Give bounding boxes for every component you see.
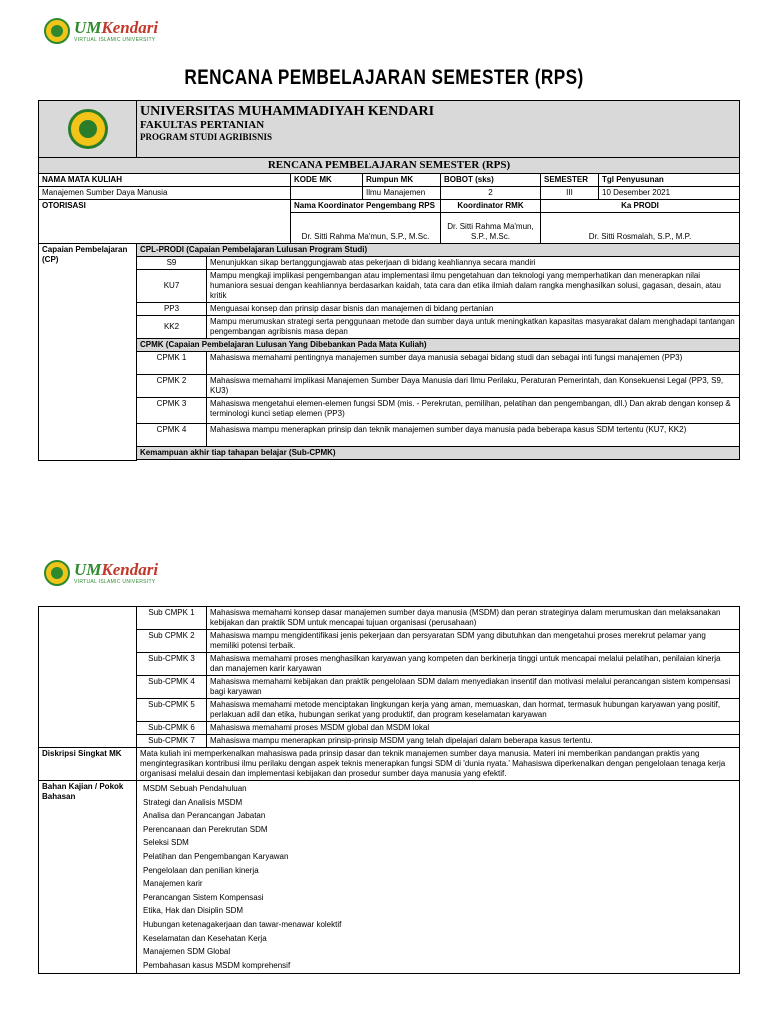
rumpun-mk-value: Ilmu Manajemen [363, 187, 441, 200]
bahan-kajian-item: Pembahasan kasus MSDM komprehensif [143, 960, 291, 970]
logo-brand: UMKendari [74, 18, 159, 37]
deskripsi-label: Diskripsi Singkat MK [39, 748, 137, 781]
koord-rmk-label: Koordinator RMK [441, 200, 541, 213]
bahan-kajian-item: Manajemen SDM Global [143, 947, 231, 957]
koord-rps-name: Dr. Sitti Rahma Ma'mun, S.P., M.Sc. [291, 213, 441, 244]
university-emblem-icon [44, 18, 70, 44]
nama-mk-header: NAMA MATA KULIAH [39, 174, 291, 187]
cpmk-code: CPMK 1 [137, 352, 207, 375]
bahan-kajian-item: Etika, Hak dan Disiplin SDM [143, 906, 244, 916]
subcpmk-text: Mahasiswa mampu mengidentifikasi jenis pekerjaan dan persyaratan SDM yang dibutuhkan dan mengetahui proses merekrut pelamar yang memiliki potensi terbaik. [207, 630, 740, 653]
otorisasi-label: OTORISASI [39, 200, 291, 244]
kode-mk-value [291, 187, 363, 200]
kaprodi-label: Ka PRODI [541, 200, 740, 213]
bahan-kajian-item: Strategi dan Analisis MSDM [143, 797, 243, 807]
bobot-header: BOBOT (sks) [441, 174, 541, 187]
logo-tagline: VIRTUAL ISLAMIC UNIVERSITY [74, 37, 156, 43]
kode-mk-header: KODE MK [291, 174, 363, 187]
bahan-kajian-list [137, 781, 740, 974]
subcpmk-code: Sub CMPK 1 [137, 607, 207, 630]
document-title: RENCANA PEMBELAJARAN SEMESTER (RPS) [184, 66, 584, 89]
seal-cell [39, 101, 137, 158]
faculty-name: FAKULTAS PERTANIAN [140, 119, 265, 131]
cpmk-text: Mahasiswa mampu menerapkan prinsip dan teknik manajemen sumber daya manusia pada beberapa kasus SDM tertentu (KU7, KK2) [207, 424, 740, 447]
subcpmk-code: Sub-CPMK 6 [137, 722, 207, 735]
bahan-kajian-item: MSDM Sebuah Pendahuluan [143, 784, 247, 793]
cpl-code: S9 [137, 257, 207, 270]
subcpmk-side-cell [39, 607, 137, 748]
cpl-text: Mampu mengkaji implikasi pengembangan atau implementasi ilmu pengetahuan dan teknologi yang memperhatikan dan menerapkan nilai humaniora sesuai dengan keahliannya berdasarkan kaidah, tata cara dan etika ilmiah dalam rangka menghasilkan solusi, gagasan, desain, atau kritik [207, 270, 740, 303]
bahan-kajian-item: Analisa dan Perancangan Jabatan [143, 811, 266, 821]
cpmk-header: CPMK (Capaian Pembelajaran Lulusan Yang Dibebankan Pada Mata Kuliah) [137, 339, 740, 352]
kaprodi-name: Dr. Sitti Rosmalah, S.P., M.P. [541, 213, 740, 244]
cpl-text: Menguasai konsep dan prinsip dasar bisnis dan manajemen di bidang pertanian [207, 303, 740, 316]
bobot-value: 2 [441, 187, 541, 200]
cpmk-text: Mahasiswa memahami implikasi Manajemen Sumber Daya Manusia dari Ilmu Perilaku, Peraturan Pemerintah, dan Konsekuensi Legal (PP3, S9, KU3) [207, 375, 740, 398]
cpl-text: Mampu merumuskan strategi serta penggunaan metode dan sumber daya untuk meningkatkan kapasitas masyarakat dalam menghadapi tantangan pengembangan agribisnis masa depan [207, 316, 740, 339]
logo-brand: UMKendari [74, 560, 159, 579]
semester-header: SEMESTER [541, 174, 599, 187]
bahan-kajian-item: Hubungan ketenagakerjaan dan tawar-menawar kolektif [143, 919, 342, 929]
semester-value: III [541, 187, 599, 200]
bahan-kajian-label: Bahan Kajian / Pokok Bahasan [39, 781, 137, 974]
rps-table-page1 [38, 100, 740, 461]
rps-table-page2 [38, 606, 740, 974]
subcpmk-code: Sub CPMK 2 [137, 630, 207, 653]
cp-label: Capaian Pembelajaran (CP) [39, 244, 137, 461]
bahan-kajian-item: Perencanaan dan Perekrutan SDM [143, 824, 268, 834]
subcpmk-text: Mahasiswa memahami konsep dasar manajemen sumber daya manusia (MSDM) dan peran strateginya dalam merumuskan dan melaksanakan kebijakan dan praktik SDM untuk mencapai tujuan organisasi (perusahaan) [207, 607, 740, 630]
bahan-kajian-item: Seleksi SDM [143, 838, 189, 848]
university-seal-icon [68, 109, 108, 149]
cpmk-code: CPMK 3 [137, 398, 207, 424]
cpmk-text: Mahasiswa memahami pentingnya manajemen sumber daya manusia sebagai bidang studi dan sebagai inti fungsi manajemen (PP3) [207, 352, 740, 375]
cpmk-code: CPMK 2 [137, 375, 207, 398]
subcpmk-code: Sub-CPMK 3 [137, 653, 207, 676]
bahan-kajian-item: Manajemen karir [143, 879, 203, 889]
subcpmk-text: Mahasiswa memahami metode menciptakan lingkungan kerja yang aman, memuaskan, dan hormat, termasuk hubungan karyawan yang positif, perlakuan adil dan etika, hubungan serikat yang produktif, dan program keselamatan karyawan [207, 699, 740, 722]
rumpun-mk-header: Rumpun MK [363, 174, 441, 187]
bahan-kajian-item: Keselamatan dan Kesehatan Kerja [143, 933, 267, 943]
bahan-kajian-item: Perancangan Sistem Kompensasi [143, 892, 264, 902]
rps-band: RENCANA PEMBELAJARAN SEMESTER (RPS) [39, 158, 740, 174]
tgl-value: 10 Desember 2021 [599, 187, 740, 200]
deskripsi-text: Mata kuliah ini memperkenalkan mahasiswa pada prinsip dasar dan teknik manajemen sumber daya manusia. Materi ini memberikan pandangan praktis yang mengintegrasikan kontribusi ilmu perilaku dengan aspek teknis menerapkan fungsi SDM di 'dunia nyata.' Mahasiswa diperkenalkan dengan pengelolaan tenaga kerja organisasi melalui desain dan implementasi kebijakan dan prosedur sumber daya manusia yang efektif. [137, 748, 740, 781]
subcpmk-text: Mahasiswa memahami proses menghasilkan karyawan yang kompeten dan berkinerja tinggi untuk mencapai melalui pelatihan, penilaian kinerja dan manajemen karir karyawan [207, 653, 740, 676]
program-name: PROGRAM STUDI AGRIBISNIS [140, 132, 273, 142]
subcpmk-code: Sub-CPMK 7 [137, 735, 207, 748]
koord-rmk-name: Dr. Sitti Rahma Ma'mun, S.P., M.Sc. [441, 213, 541, 244]
university-name: UNIVERSITAS MUHAMMADIYAH KENDARI [140, 104, 435, 119]
cpmk-code: CPMK 4 [137, 424, 207, 447]
subcpmk-header: Kemampuan akhir tiap tahapan belajar (Sub-CPMK) [137, 447, 740, 460]
cpl-code: PP3 [137, 303, 207, 316]
university-emblem-icon [44, 560, 70, 586]
subcpmk-text: Mahasiswa memahami proses MSDM global dan MSDM lokal [207, 722, 740, 735]
logo-page2 [44, 560, 158, 586]
koord-rps-label: Nama Koordinator Pengembang RPS [291, 200, 441, 213]
bahan-kajian-item: Pelatihan dan Pengembangan Karyawan [143, 851, 289, 861]
bahan-kajian-item: Pengelolaan dan penilian kinerja [143, 865, 259, 875]
institution-cell [137, 101, 740, 158]
nama-mk-value: Manajemen Sumber Daya Manusia [39, 187, 291, 200]
subcpmk-code: Sub-CPMK 4 [137, 676, 207, 699]
subcpmk-code: Sub-CPMK 5 [137, 699, 207, 722]
subcpmk-text: Mahasiswa memahami kebijakan dan praktik pengelolaan SDM dalam menyediakan insentif dan motivasi melalui perancangan sistem kompensasi bagi karyawan [207, 676, 740, 699]
tgl-header: Tgl Penyusunan [599, 174, 740, 187]
cpl-header: CPL-PRODI (Capaian Pembelajaran Lulusan Program Studi) [137, 244, 740, 257]
cpmk-text: Mahasiswa mengetahui elemen-elemen fungsi SDM (mis. - Perekrutan, pemilihan, pelatihan dan pengembangan, dll.) Dan akrab dengan konsep & terminologi kunci setiap elemen (PP3) [207, 398, 740, 424]
logo-page1 [44, 18, 158, 44]
cpl-code: KK2 [137, 316, 207, 339]
cpl-text: Menunjukkan sikap bertanggungjawab atas pekerjaan di bidang keahliannya secara mandiri [207, 257, 740, 270]
logo-tagline: VIRTUAL ISLAMIC UNIVERSITY [74, 579, 156, 585]
subcpmk-text: Mahasiswa mampu menerapkan prinsip-prinsip MSDM yang telah dipelajari dalam beberapa kasus tertentu. [207, 735, 740, 748]
cpl-code: KU7 [137, 270, 207, 303]
